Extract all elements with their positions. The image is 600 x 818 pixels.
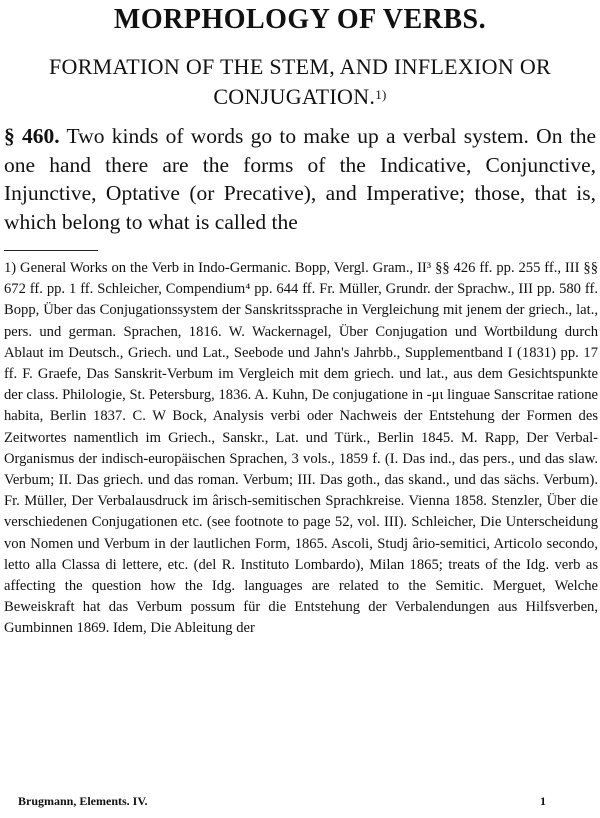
signature-mark: Brugmann, Elements. IV. — [18, 794, 148, 808]
chapter-subtitle — [0, 52, 600, 112]
footnote-separator — [4, 250, 98, 251]
section-number: § 460. — [4, 124, 60, 148]
subtitle-line-1: FORMATION OF THE STEM, AND INFLEXION OR — [48, 54, 552, 79]
paragraph-text: Two kinds of words go to make up a verbal system. On the one hand there are the forms of the Indicative, Conjunctive, Injunctive, Optative (or Precative), and Imperative; those, that is, which belong to what is called the — [4, 124, 596, 234]
footnote — [4, 258, 598, 640]
main-paragraph — [4, 122, 596, 236]
sheet-number: 1 — [540, 794, 546, 808]
page-title: MORPHOLOGY OF VERBS. — [113, 4, 487, 35]
page-footer — [18, 794, 546, 809]
footnote-text: 1) General Works on the Verb in Indo-Germanic. Bopp, Vergl. Gram., II³ §§ 426 ff. pp. 255 ff., III §§ 672 ff. pp. 1 ff. Schleicher, Compendium⁴ pp. 644 ff. Fr. Müller, Grundr. der Sprachw., III pp. 580 ff. Bopp, Über das Conjugationssystem der Sanskritssprache in Vergleichung mit jenem der griech., lat., pers. und german. Sprachen, 1816. W. Wackernagel, Über Conjugation und Wortbildung durch Ablaut im Deutsch., Griech. und Lat., Seebode und Jahn's Jahrbb., Supplementband I (1831) pp. 17 ff. F. Graefe, Das Sanskrit-Verbum im Vergleich mit dem griech. und lat., aus dem Gesichtspunkte der class. Philologie, St. Petersburg, 1836. A. Kuhn, De conjugatione in -μι linguae Sanscritae ratione habita, Berlin 1837. C. W Bock, Analysis verbi oder Nachweis der Entstehung der Formen des Zeitwortes namentlich im Griech., Sanskr., Lat. und Türk., Berlin 1845. M. Rapp, Der Verbal-Organismus der indisch-europäischen Sprachen, 3 vols., 1859 f. (I. Das ind., das pers., und das slaw. Verbum; II. Das griech. und das roman. Verbum; III. Das goth., das skand., und das sächs. Verbum). Fr. Müller, Der Verbalausdruck im ârisch-semitischen Sprachkreise. Vienna 1858. Stenzler, Über die verschiedenen Conjugationen etc. (see footnote to page 52, vol. III). Schleicher, Die Unterscheidung von Nomen und Verbum in der lautlichen Form, 1865. Ascoli, Studj ârio-semitici, Articolo secondo, letto alla Classa di lettere, etc. (del R. Instituto Lombardo), Milan 1865; treats of the Idg. verb as affecting the question how the Idg. languages are related to the Semitic. Merguet, Welche Beweiskraft hat das Verbum possum für die Entstehung der Verbalendungen aus Hilfsverben, Gumbinnen 1869. Idem, Die Ableitung der — [4, 260, 598, 637]
subtitle-line-2-text: CONJUGATION. — [213, 84, 376, 109]
subtitle-line-2 — [0, 82, 600, 112]
footnote-reference: 1) — [375, 87, 387, 102]
